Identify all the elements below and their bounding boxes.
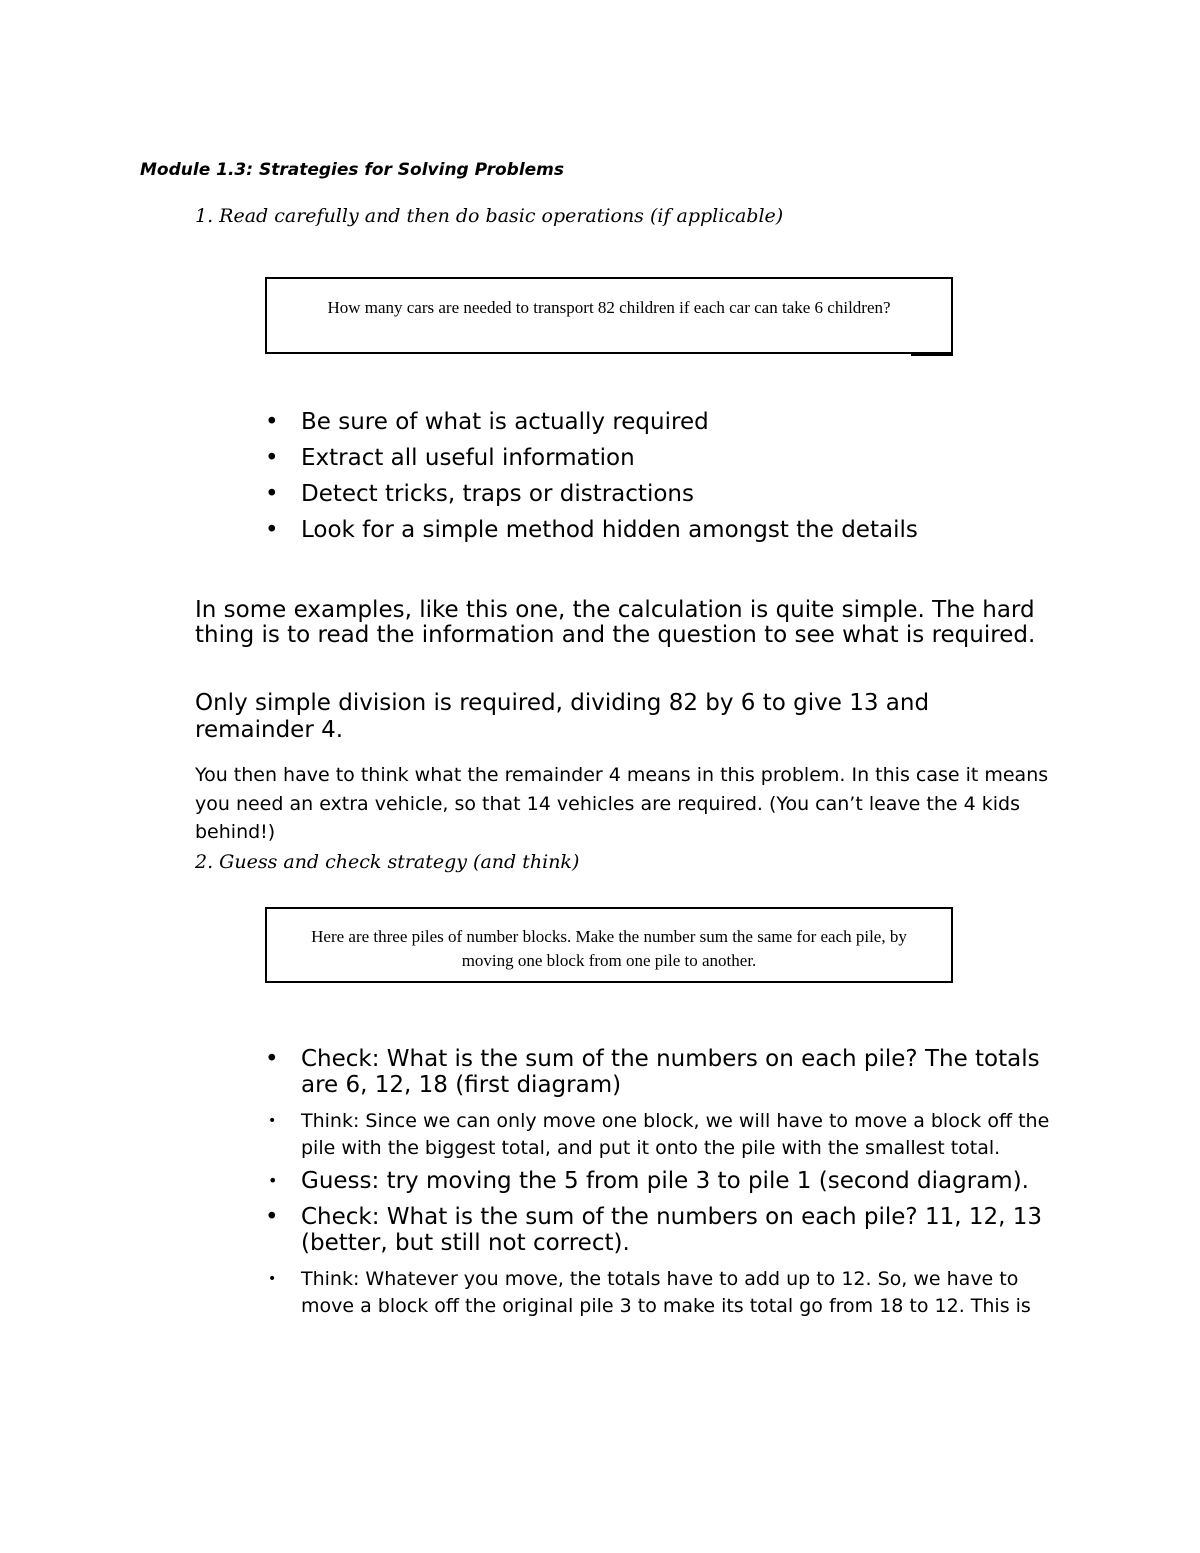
list-item bbox=[265, 1266, 1065, 1320]
list-item-text: Think: Since we can only move one block, we will have to move a block off the pile with the biggest total, and put it onto the pile with the smallest total. bbox=[301, 1110, 1050, 1159]
bullet-icon: • bbox=[268, 1113, 277, 1129]
bullet-list-reading-tips bbox=[265, 404, 918, 548]
bullet-icon: • bbox=[265, 409, 279, 435]
question-box-cars bbox=[265, 277, 953, 354]
step2-heading: 2. Guess and check strategy (and think) bbox=[195, 851, 580, 873]
bullet-icon: • bbox=[265, 1046, 279, 1072]
bullet-icon: • bbox=[268, 1271, 277, 1287]
list-item bbox=[265, 1108, 1065, 1162]
question-box-cars-text: How many cars are needed to transport 82 children if each car can take 6 children? bbox=[327, 298, 891, 317]
bullet-list-guess-check bbox=[265, 1046, 1065, 1326]
paragraph-remainder: You then have to think what the remainder 4 means in this problem. In this case it means you need an extra vehicle, so that 14 vehicles are required. (You can’t leave the 4 kids behind!) bbox=[195, 764, 1049, 843]
step1-heading: 1. Read carefully and then do basic operations (if applicable) bbox=[195, 205, 784, 227]
list-item-text: Extract all useful information bbox=[301, 445, 635, 471]
bullet-icon: • bbox=[265, 481, 279, 507]
list-item bbox=[265, 404, 918, 440]
list-item-text: Think: Whatever you move, the totals have to add up to 12. So, we have to move a block off the original pile 3 to make its total go from 18 to 12. This is bbox=[301, 1268, 1031, 1317]
list-item bbox=[265, 1046, 1065, 1098]
list-item-text: Look for a simple method hidden amongst the details bbox=[301, 517, 918, 543]
bullet-icon: • bbox=[265, 517, 279, 543]
list-item bbox=[265, 1204, 1065, 1256]
list-item-text: Check: What is the sum of the numbers on each pile? 11, 12, 13 (better, but still not correct). bbox=[301, 1204, 1042, 1256]
list-item-text: Guess: try moving the 5 from pile 3 to pile 1 (second diagram). bbox=[301, 1168, 1029, 1194]
bullet-icon: • bbox=[265, 1204, 279, 1230]
list-item bbox=[265, 440, 918, 476]
list-item bbox=[265, 1168, 1065, 1194]
list-item-text: Be sure of what is actually required bbox=[301, 409, 709, 435]
list-item bbox=[265, 476, 918, 512]
list-item-text: Check: What is the sum of the numbers on each pile? The totals are 6, 12, 18 (first diagram) bbox=[301, 1046, 1040, 1098]
list-item-text: Detect tricks, traps or distractions bbox=[301, 481, 694, 507]
paragraph-division: Only simple division is required, dividing 82 by 6 to give 13 and remainder 4. bbox=[195, 690, 930, 743]
bullet-icon: • bbox=[265, 445, 279, 471]
module-title: Module 1.3: Strategies for Solving Problems bbox=[140, 160, 565, 180]
paragraph-calculation-simple: In some examples, like this one, the calculation is quite simple. The hard thing is to read the information and the question to see what is required. bbox=[195, 597, 1036, 648]
question-box-piles bbox=[265, 907, 953, 983]
list-item bbox=[265, 512, 918, 548]
question-box-piles-text: Here are three piles of number blocks. Make the number sum the same for each pile, by moving one block from one pile to another. bbox=[311, 927, 907, 970]
bullet-icon: • bbox=[268, 1171, 278, 1190]
